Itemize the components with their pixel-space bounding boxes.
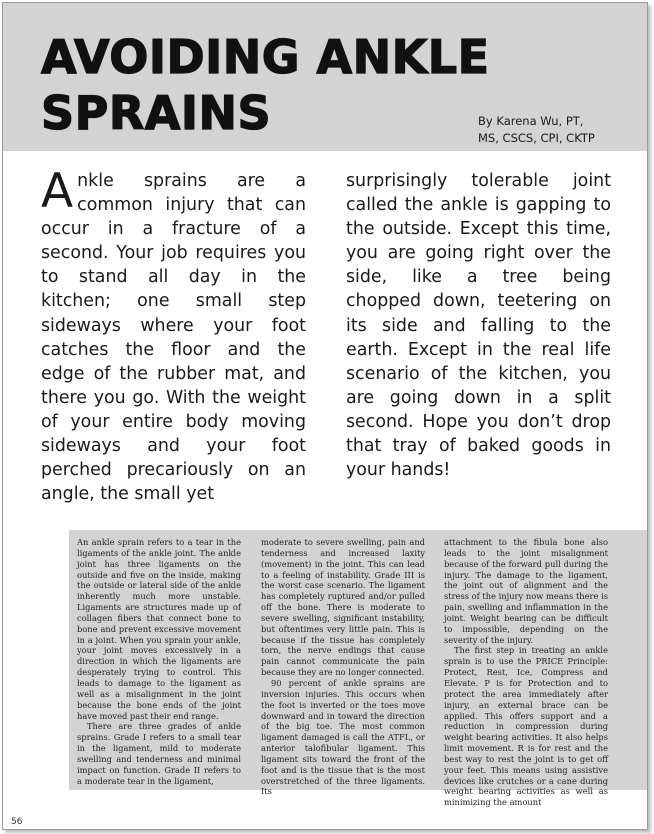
body-column-1	[77, 537, 241, 786]
article-body-box	[69, 530, 647, 808]
body-paragraph: The first step in treating an ankle sprain is to use the PRICE Principle: Protect, Rest, Ice, Compress and Elevate. P is for Protection and to protect the area immediately after injury, an external brace can be applied. This offers support and a reduction in compression during weight bearing activities. It also helps limit movement. R is for rest and the best way to rest the joint is to get off your feet. This means using assistive devices like crutches or a cane during weight bearing activities as well as minimizing the amount	[444, 645, 608, 808]
lead-paragraph-right: surprisingly tolerable joint called the ankle is gapping to the outside. Except this time, you are going right over the side, like a tree being chopped down, teetering on its side and falling to the earth. Except in the real life scenario of the kitchen, you are going down in a split second. Hope you don’t drop that tray of baked goods in your hands!	[346, 171, 611, 481]
body-column-2	[261, 537, 425, 797]
byline-line-2: MS, CSCS, CPI, CKTP	[478, 131, 595, 145]
author-byline	[478, 113, 643, 147]
body-paragraph: moderate to severe swelling, pain and tenderness and increased laxity (movement) in the joint. This can lead to a feeling of instability. Grade III is the worst case scenario. The ligament has completely ruptured and/or pulled off the bone. There is moderate to severe swelling, significant instability, but oftentimes very little pain. This is because if the tissue has completely torn, the nerve endings that cause pain cannot communicate the pain because they are no longer connected.	[261, 537, 425, 678]
magazine-page	[2, 2, 648, 830]
body-paragraph: An ankle sprain refers to a tear in the ligaments of the ankle joint. The ankle joint has three ligaments on the outside and five on the inside, making the outside or lateral side of the ankle inherently much more unstable. Ligaments are structures made up of collagen fibers that connect bone to bone and prevent excessive movement in a joint. When you sprain your ankle, your joint moves excessively in a direction in which the ligaments are desperately trying to control. This leads to damage to the ligament as well as a misalignment in the joint because the bone ends of the joint have moved past their end range.	[77, 537, 241, 721]
body-paragraph: 90 percent of ankle sprains are inversion injuries. This occurs when the foot is inverted or the toes move downward and in toward the direction of the big toe. The most common ligament damaged is call the ATFL, or anterior talofibular ligament. This ligament sits toward the front of the foot and is the tissue that is the most overstretched of the three ligaments. Its	[261, 677, 425, 797]
lead-paragraph-left	[41, 164, 306, 506]
body-paragraph: There are three grades of ankle sprains. Grade I refers to a small tear in the ligament, mild to moderate swelling and tenderness and minimal impact on function. Grade II refers to a moderate tear in the ligament,	[77, 721, 241, 786]
drop-cap: A	[41, 164, 74, 219]
title-banner	[3, 3, 647, 151]
page-number: 56	[11, 817, 23, 827]
lead-text-left: nkle sprains are a common injury that can occur in a fracture of a second. Your job requires you to stand all day in the kitchen; one small step sideways where your foot catches the floor and the edge of the rubber mat, and there you go. With the weight of your entire body moving sideways and your foot perched precariously on an angle, the small yet	[41, 171, 306, 505]
byline-line-1: By Karena Wu, PT,	[478, 114, 584, 128]
article-title: AVOIDING ANKLE SPRAINS	[41, 30, 490, 140]
body-paragraph: attachment to the fibula bone also leads to the joint misalignment because of the forward pull during the injury. The damage to the ligament, the joint out of alignment and the stress of the injury now means there is pain, swelling and inflammation in the joint. Weight bearing can be difficult to impossible, depending on the severity of the injury.	[444, 537, 608, 645]
body-column-3	[444, 537, 608, 808]
